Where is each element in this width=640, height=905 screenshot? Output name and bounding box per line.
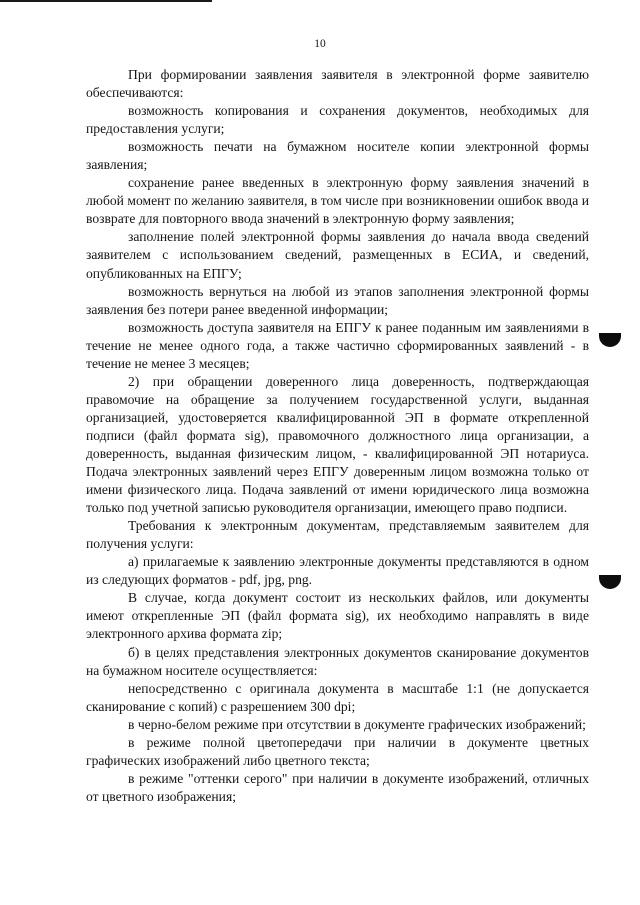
paragraph: в черно-белом режиме при отсутствии в документе графических изображений; bbox=[128, 716, 586, 732]
paragraph: в режиме полной цветопередачи при наличии в документе цветных графических изображений либо цветного текста; bbox=[86, 734, 589, 768]
paragraph: возможность копирования и сохранения документов, необходимых для предоставления услуги; bbox=[86, 103, 589, 137]
binding-hole-mark bbox=[599, 333, 621, 347]
paragraph: заполнение полей электронной формы заявления до начала ввода сведений заявителем с использованием сведений, размещенных в ЕСИА, и сведений, опубликованных на ЕПГУ; bbox=[86, 229, 589, 281]
paragraph: Требования к электронным документам, представляемым заявителем для получения услуги: bbox=[86, 518, 589, 552]
paragraph: в режиме "оттенки серого" при наличии в документе изображений, отличных от цветного изображения; bbox=[86, 770, 589, 804]
paragraph: В случае, когда документ состоит из нескольких файлов, или документы имеют открепленные ЭП (файл формата sig), их необходимо направлять в виде электронного архива формата zip; bbox=[86, 590, 589, 642]
binding-hole-mark bbox=[599, 575, 621, 589]
paragraph: непосредственно с оригинала документа в масштабе 1:1 (не допускается сканирование с копий) с разрешением 300 dpi; bbox=[86, 680, 589, 714]
paragraph: а) прилагаемые к заявлению электронные документы представляются в одном из следующих форматов - pdf, jpg, png. bbox=[86, 554, 589, 588]
paragraph: возможность доступа заявителя на ЕПГУ к ранее поданным им заявлениями в течение не менее одного года, а также частично сформированных заявлений - в течение не менее 3 месяцев; bbox=[86, 319, 589, 371]
paragraph: возможность вернуться на любой из этапов заполнения электронной формы заявления без потери ранее введенной информации; bbox=[86, 283, 589, 317]
paragraph: сохранение ранее введенных в электронную форму заявления значений в любой момент по желанию заявителя, в том числе при возникновении ошибок ввода и возврате для повторного ввода значений в электронную форму заявления; bbox=[86, 175, 589, 227]
top-rule bbox=[0, 0, 212, 2]
paragraph: При формировании заявления заявителя в электронной форме заявителю обеспечиваются: bbox=[86, 67, 589, 101]
paragraph: возможность печати на бумажном носителе копии электронной формы заявления; bbox=[86, 139, 589, 173]
body-text bbox=[86, 66, 589, 806]
page-number: 10 bbox=[314, 38, 326, 50]
paragraph: 2) при обращении доверенного лица доверенность, подтверждающая правомочие на обращение за получением государственной услуги, выданная организацией, удостоверяется квалифицированной ЭП в формате открепленной подписи (файл формата sig), правомочного должностного лица организации, а доверенность, выданная физическим лицом, - квалифицированной ЭП нотариуса. Подача электронных заявлений через ЕПГУ доверенным лицом возможна только от имени физического лица. Подача заявлений от имени юридического лица возможна только под учетной записью руководителя организации, имеющего право подписи. bbox=[86, 373, 589, 516]
paragraph: б) в целях представления электронных документов сканирование документов на бумажном носителе осуществляется: bbox=[86, 644, 589, 678]
